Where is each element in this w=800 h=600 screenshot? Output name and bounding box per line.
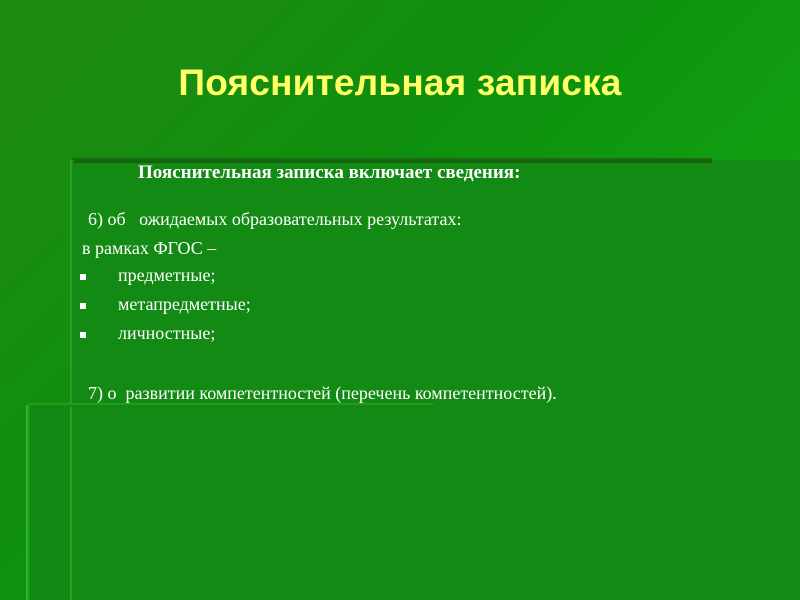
slide-title: Пояснительная записка bbox=[178, 62, 622, 103]
item-6-intro: 6) об ожидаемых образовательных результатах: bbox=[88, 209, 462, 229]
item-7: 7) о развитии компетентностей (перечень компетентностей). bbox=[88, 383, 557, 403]
bullet-item-metasubject: метапредметные; bbox=[118, 294, 251, 314]
bullet-marker-icon bbox=[80, 274, 86, 280]
decorative-bevel-lower-left bbox=[26, 405, 30, 600]
decorative-bevel-left bbox=[70, 160, 74, 600]
bullet-item-personal: личностные; bbox=[118, 323, 216, 343]
bullet-item-subject: предметные; bbox=[118, 265, 216, 285]
bullet-marker-icon bbox=[80, 303, 86, 309]
item-6-context: в рамках ФГОС – bbox=[82, 238, 217, 258]
slide-subtitle: Пояснительная записка включает сведения: bbox=[138, 162, 521, 183]
bullet-marker-icon bbox=[80, 332, 86, 338]
